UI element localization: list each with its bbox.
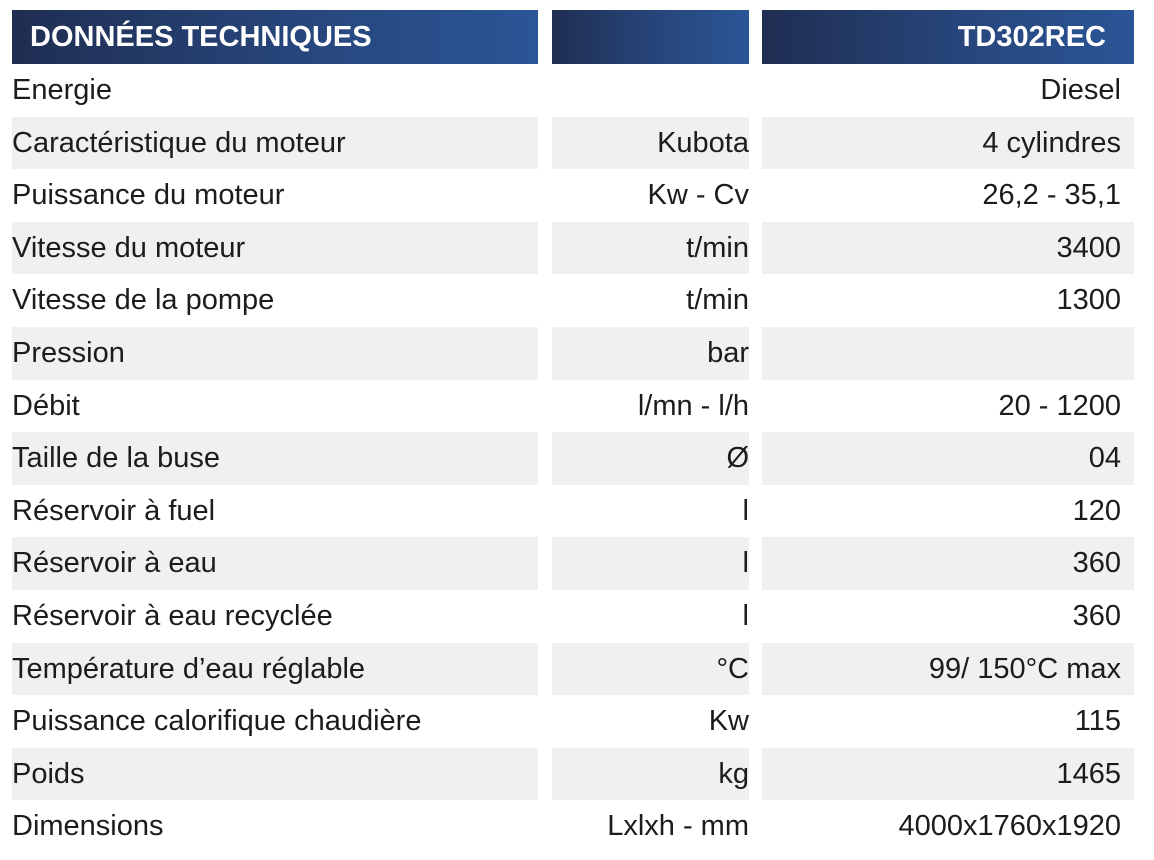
table-row: [12, 169, 1134, 222]
row-value: 20 - 1200: [998, 389, 1121, 422]
row-value: 4 cylindres: [762, 117, 1134, 170]
table-row: [12, 327, 1134, 380]
row-label: Débit: [12, 389, 80, 422]
row-label: Energie: [12, 74, 112, 106]
table-row: [12, 537, 1134, 590]
row-label: Température d’eau réglable: [12, 643, 538, 696]
row-value: 26,2 - 35,1: [982, 179, 1121, 212]
row-unit: Ø: [552, 432, 749, 485]
technical-data-table: [12, 10, 1134, 853]
row-unit: kg: [552, 748, 749, 801]
row-label: Taille de la buse: [12, 432, 538, 485]
row-unit: bar: [552, 327, 749, 380]
row-value: [762, 327, 1134, 380]
row-label: Pression: [12, 327, 538, 380]
row-label: Puissance calorifique chaudière: [12, 705, 422, 738]
table-row: [12, 432, 1134, 485]
table-header: [12, 10, 1134, 64]
table-row: [12, 64, 1134, 117]
table-row: [12, 695, 1134, 748]
row-label: Dimensions: [12, 810, 164, 843]
row-unit: l: [552, 537, 749, 590]
table-row: [12, 274, 1134, 327]
unit-column-header: [552, 10, 749, 64]
row-unit: t/min: [552, 222, 749, 275]
row-unit: [538, 64, 749, 117]
row-value: 1300: [1056, 284, 1121, 317]
row-unit: l: [742, 599, 749, 632]
row-unit: l/mn - l/h: [637, 389, 749, 422]
table-row: [12, 800, 1134, 853]
row-label: Réservoir à eau: [12, 537, 538, 590]
row-label: Caractéristique du moteur: [12, 117, 538, 170]
table-row: [12, 590, 1134, 643]
row-value: 360: [762, 537, 1134, 590]
table-row: [12, 485, 1134, 538]
row-value: 1465: [762, 748, 1134, 801]
row-label: Poids: [12, 748, 538, 801]
row-unit: Kw: [708, 705, 749, 738]
table-title: DONNÉES TECHNIQUES: [12, 10, 538, 64]
row-unit: °C: [552, 643, 749, 696]
row-unit: Kubota: [552, 117, 749, 170]
row-unit: t/min: [686, 284, 749, 317]
row-unit: l: [742, 494, 749, 527]
row-value: 04: [762, 432, 1134, 485]
row-value: 3400: [762, 222, 1134, 275]
row-value: Diesel: [1040, 74, 1121, 106]
row-value: 120: [1072, 494, 1121, 527]
row-label: Réservoir à eau recyclée: [12, 599, 333, 632]
row-label: Puissance du moteur: [12, 179, 285, 212]
table-row: [12, 643, 1134, 696]
row-value: 115: [1074, 705, 1121, 738]
row-label: Réservoir à fuel: [12, 494, 216, 527]
row-label: Vitesse du moteur: [12, 222, 538, 275]
table-row: [12, 222, 1134, 275]
row-value: 4000x1760x1920: [898, 810, 1121, 843]
model-column-header: TD302REC: [762, 10, 1134, 64]
row-unit: Lxlxh - mm: [607, 810, 749, 843]
table-row: [12, 748, 1134, 801]
row-unit: Kw - Cv: [647, 179, 749, 212]
row-label: Vitesse de la pompe: [12, 284, 275, 317]
row-value: 99/ 150°C max: [762, 643, 1134, 696]
table-row: [12, 380, 1134, 433]
table-body: [12, 64, 1134, 853]
table-row: [12, 117, 1134, 170]
row-value: 360: [1072, 599, 1121, 632]
